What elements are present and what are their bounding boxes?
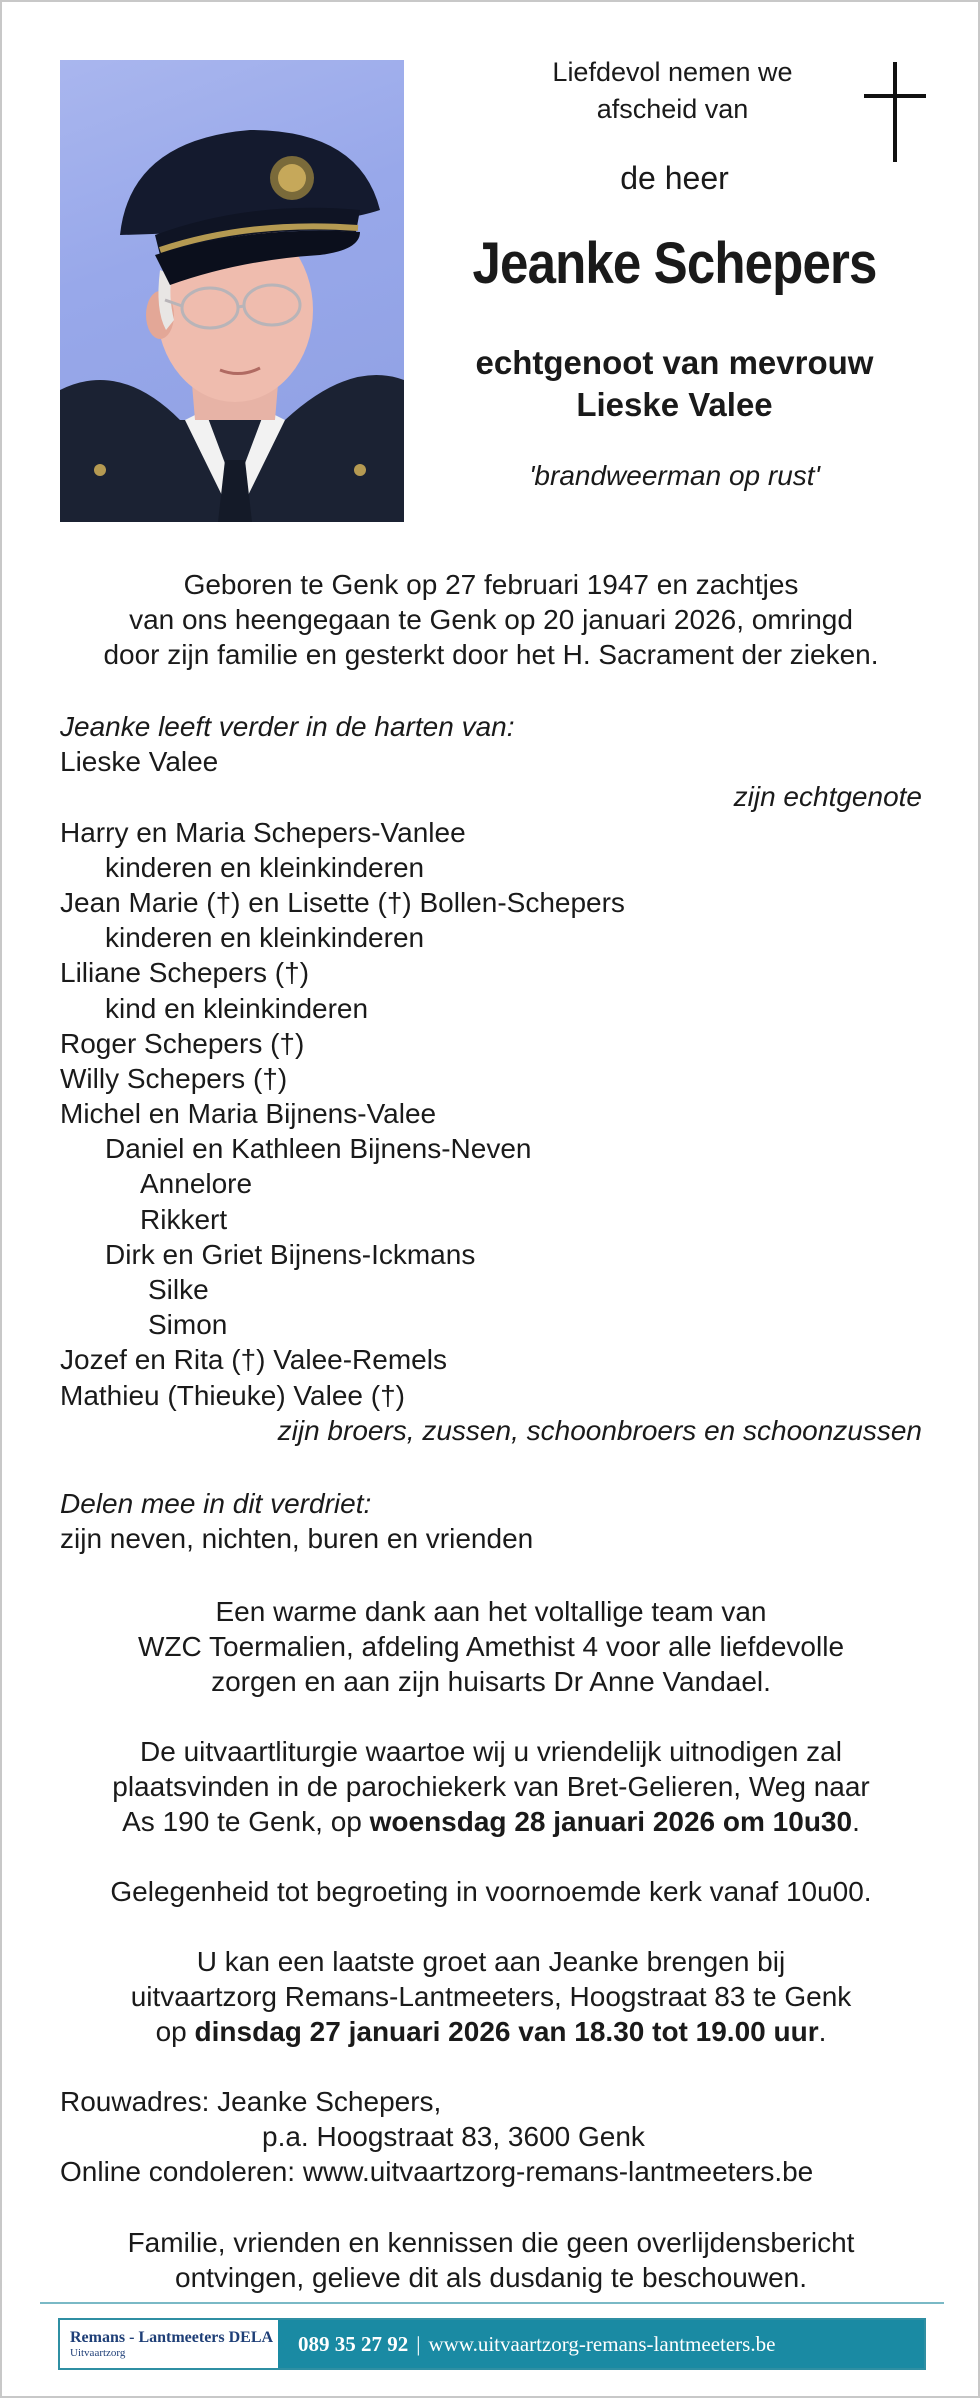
visit-text: op bbox=[155, 2016, 195, 2048]
address-line: Rouwadres: Jeanke Schepers, bbox=[60, 2086, 442, 2117]
share-grief bbox=[60, 1486, 922, 1556]
liturgy-line: De uitvaartliturgie waartoe wij u vriendelijk uitnodigen zal bbox=[140, 1736, 842, 1767]
liturgy-text: As 190 te Genk, op bbox=[122, 1806, 370, 1838]
final-line: ontvingen, gelieve dit als dusdanig te beschouwen. bbox=[175, 2262, 807, 2294]
family-member: Roger Schepers (†) bbox=[60, 1027, 305, 1059]
share-heading: Delen mee in dit verdriet: bbox=[60, 1488, 372, 1519]
address-block bbox=[60, 2084, 922, 2190]
liturgy-paragraph bbox=[60, 1734, 922, 1840]
birth-line: door zijn familie en gesterkt door het H. Sacrament der zieken. bbox=[103, 639, 879, 671]
visit-line: U kan een laatste groet aan Jeanke brengen bij bbox=[196, 1946, 786, 1977]
family-member: Silke bbox=[148, 1274, 209, 1305]
family-member: Lieske Valee bbox=[60, 746, 219, 778]
family-rows bbox=[60, 744, 922, 1448]
family-member: Rikkert bbox=[140, 1203, 228, 1235]
contact-bar bbox=[278, 2320, 924, 2368]
phone-number[interactable]: 089 35 27 92 bbox=[298, 2331, 409, 2356]
portrait-photo bbox=[60, 60, 404, 522]
visit-line: uitvaartzorg Remans-Lantmeeters, Hoogstraat 83 te Genk bbox=[130, 1981, 852, 2013]
spouse-line: Lieske Valee bbox=[576, 386, 773, 423]
family-list bbox=[60, 709, 922, 1448]
family-member: Willy Schepers (†) bbox=[60, 1062, 288, 1094]
family-member: Liliane Schepers (†) bbox=[60, 957, 310, 989]
visit-line bbox=[60, 2014, 922, 2049]
portrait-illustration bbox=[60, 60, 404, 522]
share-text: zijn neven, nichten, buren en vrienden bbox=[60, 1523, 534, 1555]
liturgy-date: woensdag 28 januari 2026 om 10u30 bbox=[369, 1806, 853, 1838]
family-member: Michel en Maria Bijnens-Valee bbox=[60, 1098, 437, 1130]
address-line: p.a. Hoogstraat 83, 3600 Genk bbox=[262, 2121, 645, 2153]
family-member: Mathieu (Thieuke) Valee (†) bbox=[60, 1379, 405, 1411]
thanks-paragraph bbox=[60, 1594, 922, 1700]
liturgy-line bbox=[60, 1804, 922, 1839]
family-member: Daniel en Kathleen Bijnens-Neven bbox=[105, 1133, 532, 1165]
greeting-paragraph: Gelegenheid tot begroeting in voornoemde kerk vanaf 10u00. bbox=[110, 1876, 872, 1907]
family-member: Simon bbox=[148, 1309, 228, 1341]
family-relation: zijn broers, zussen, schoonbroers en schoonzussen bbox=[277, 1414, 922, 1446]
family-member: kinderen en kleinkinderen bbox=[105, 851, 425, 883]
family-member: kind en kleinkinderen bbox=[105, 992, 369, 1024]
family-member: Annelore bbox=[140, 1168, 253, 1200]
liturgy-punct: . bbox=[852, 1806, 860, 1838]
intro-line: Liefdevol nemen we bbox=[552, 57, 793, 87]
liturgy-line: plaatsvinden in de parochiekerk van Bret-Gelieren, Weg naar bbox=[112, 1771, 870, 1803]
condolence-link[interactable]: Online condoleren: www.uitvaartzorg-remans-lantmeeters.be bbox=[60, 2156, 814, 2188]
visit-punct: . bbox=[818, 2016, 827, 2048]
final-line: Familie, vrienden en kennissen die geen overlijdensbericht bbox=[127, 2227, 855, 2258]
family-member: Jozef en Rita (†) Valee-Remels bbox=[60, 1344, 447, 1376]
funeral-home-logo bbox=[60, 2320, 278, 2368]
tagline: 'brandweerman op rust' bbox=[529, 460, 820, 491]
thanks-line: WZC Toermalien, afdeling Amethist 4 voor alle liefdevolle bbox=[137, 1631, 845, 1663]
website-link[interactable]: www.uitvaartzorg-remans-lantmeeters.be bbox=[428, 2331, 776, 2356]
logo-sub-text: Uitvaartzorg bbox=[70, 2347, 126, 2359]
family-relation: zijn echtgenote bbox=[733, 781, 922, 813]
intro-text bbox=[420, 54, 925, 128]
intro-line: afscheid van bbox=[596, 94, 749, 124]
funeral-home-footer bbox=[58, 2318, 926, 2370]
visit-date: dinsdag 27 januari 2026 van 18.30 tot 19.00 uur bbox=[194, 2016, 819, 2048]
thanks-line: Een warme dank aan het voltallige team van bbox=[215, 1596, 767, 1627]
final-note bbox=[60, 2225, 922, 2295]
footer-divider bbox=[40, 2302, 944, 2304]
family-member: Harry en Maria Schepers-Vanlee bbox=[60, 816, 466, 848]
family-heading: Jeanke leeft verder in de harten van: bbox=[60, 711, 515, 742]
birth-line: van ons heengegaan te Genk op 20 januari 2026, omringd bbox=[129, 604, 853, 636]
thanks-line: zorgen en aan zijn huisarts Dr Anne Vandael. bbox=[211, 1666, 771, 1698]
family-member: Dirk en Griet Bijnens-Ickmans bbox=[105, 1238, 476, 1270]
spouse-line: echtgenoot van mevrouw bbox=[475, 344, 874, 381]
visit-paragraph bbox=[60, 1944, 922, 2050]
family-member: kinderen en kleinkinderen bbox=[105, 922, 425, 954]
separator: | bbox=[416, 2331, 421, 2356]
birth-line: Geboren te Genk op 27 februari 1947 en zachtjes bbox=[183, 569, 799, 600]
spouse-info bbox=[422, 342, 927, 426]
family-member: Jean Marie (†) en Lisette (†) Bollen-Schepers bbox=[60, 886, 625, 918]
birth-death-paragraph bbox=[60, 567, 922, 673]
logo-main-text: Remans - Lantmeeters DELA bbox=[70, 2329, 274, 2346]
title-prefix: de heer bbox=[620, 160, 729, 196]
deceased-name: Jeanke Schepers bbox=[472, 231, 877, 296]
